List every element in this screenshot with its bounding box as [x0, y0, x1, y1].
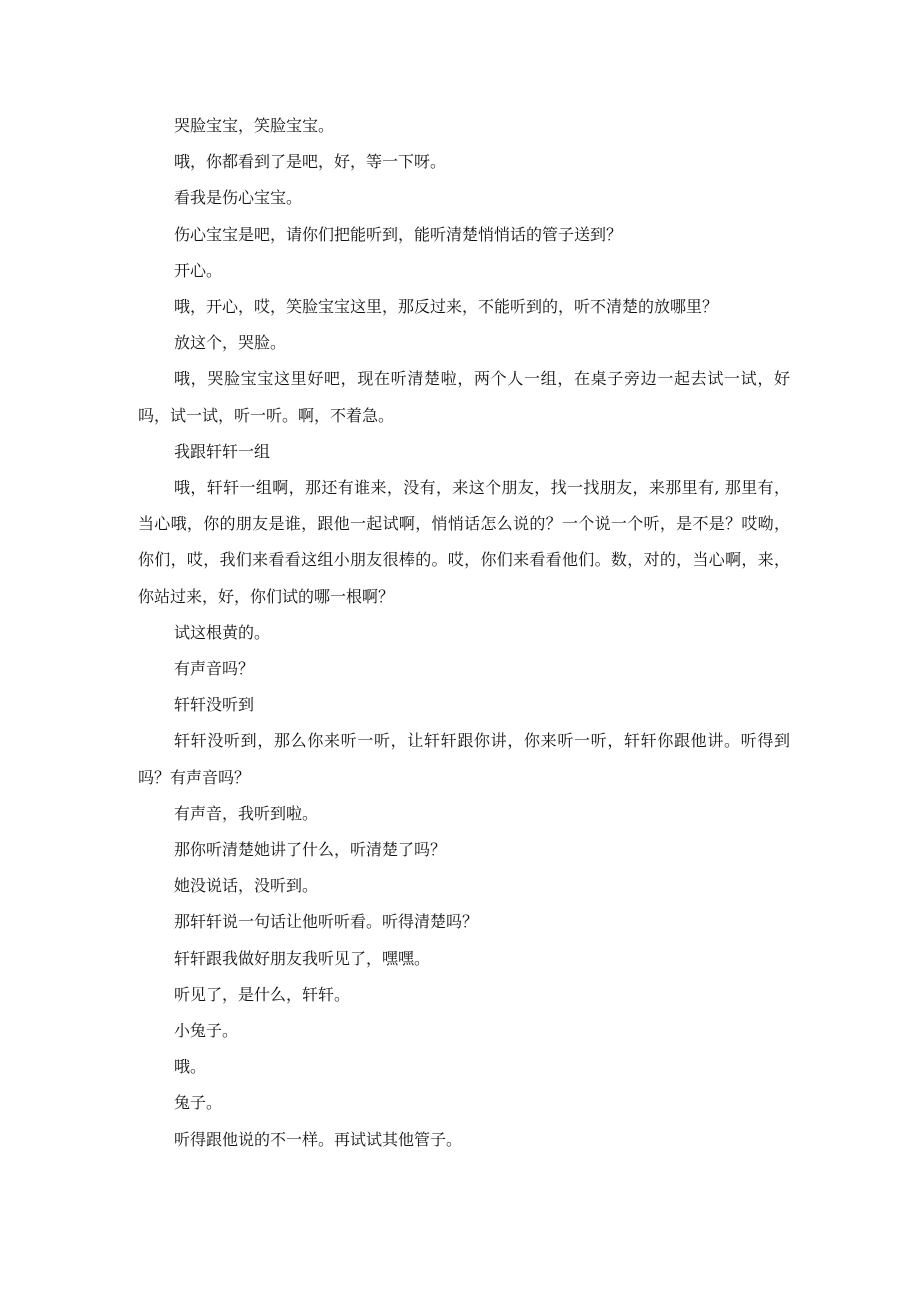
paragraph: 看我是伤心宝宝。	[174, 188, 303, 208]
paragraph: 有声音，我听到啦。	[174, 803, 319, 823]
paragraph: 哦，你都看到了是吧，好，等一下呀。	[174, 152, 447, 172]
paragraph: 兔子。	[174, 1093, 223, 1113]
paragraph: 听见了，是什么，轩轩。	[174, 984, 351, 1004]
paragraph: 哭脸宝宝，笑脸宝宝。	[174, 116, 335, 135]
paragraph: 轩轩没听到	[174, 695, 255, 715]
paragraph: 有声音吗？	[174, 659, 255, 679]
paragraph: 哦，哭脸宝宝这里好吧，现在听清楚啦，两个人一组，在桌子旁边一起去试一试，好吗，试一试，听一听。啊，不着急。	[138, 369, 790, 425]
document-body	[138, 108, 790, 1158]
paragraph: 小兔子。	[174, 1021, 239, 1041]
paragraph: 轩轩跟我做好朋友我听见了，嘿嘿。	[174, 948, 431, 968]
paragraph: 那你听清楚她讲了什么，听清楚了吗？	[174, 840, 447, 860]
paragraph: 哦。	[174, 1057, 207, 1077]
paragraph: 放这个，哭脸。	[174, 333, 287, 353]
paragraph: 哦，轩轩一组啊，那还有谁来，没有，来这个朋友，找一找朋友，来那里有, 那里有，当心哦，你的朋友是谁，跟他一起试啊，悄悄话怎么说的？一个说一个听，是不是？哎呦，你们，哎，我们来看看这组小朋友很棒的。哎，你们来看看他们。数，对的，当心啊，来，你站过来，好，你们试的哪一根啊？	[138, 478, 790, 606]
paragraph: 试这根黄的。	[174, 622, 271, 642]
paragraph: 她没说话，没听到。	[174, 876, 319, 896]
paragraph: 听得跟他说的不一样。再试试其他管子。	[174, 1129, 463, 1149]
paragraph: 那轩轩说一句话让他听听看。听得清楚吗？	[174, 912, 479, 932]
paragraph: 轩轩没听到，那么你来听一听，让轩轩跟你讲，你来听一听，轩轩你跟他讲。听得到吗？有声音吗？	[138, 731, 790, 787]
paragraph: 伤心宝宝是吧，请你们把能听到，能听清楚悄悄话的管子送到？	[174, 224, 623, 244]
paragraph: 开心。	[174, 260, 223, 280]
paragraph: 哦，开心，哎，笑脸宝宝这里，那反过来，不能听到的，听不清楚的放哪里？	[174, 297, 719, 317]
paragraph: 我跟轩轩一组	[174, 441, 271, 461]
